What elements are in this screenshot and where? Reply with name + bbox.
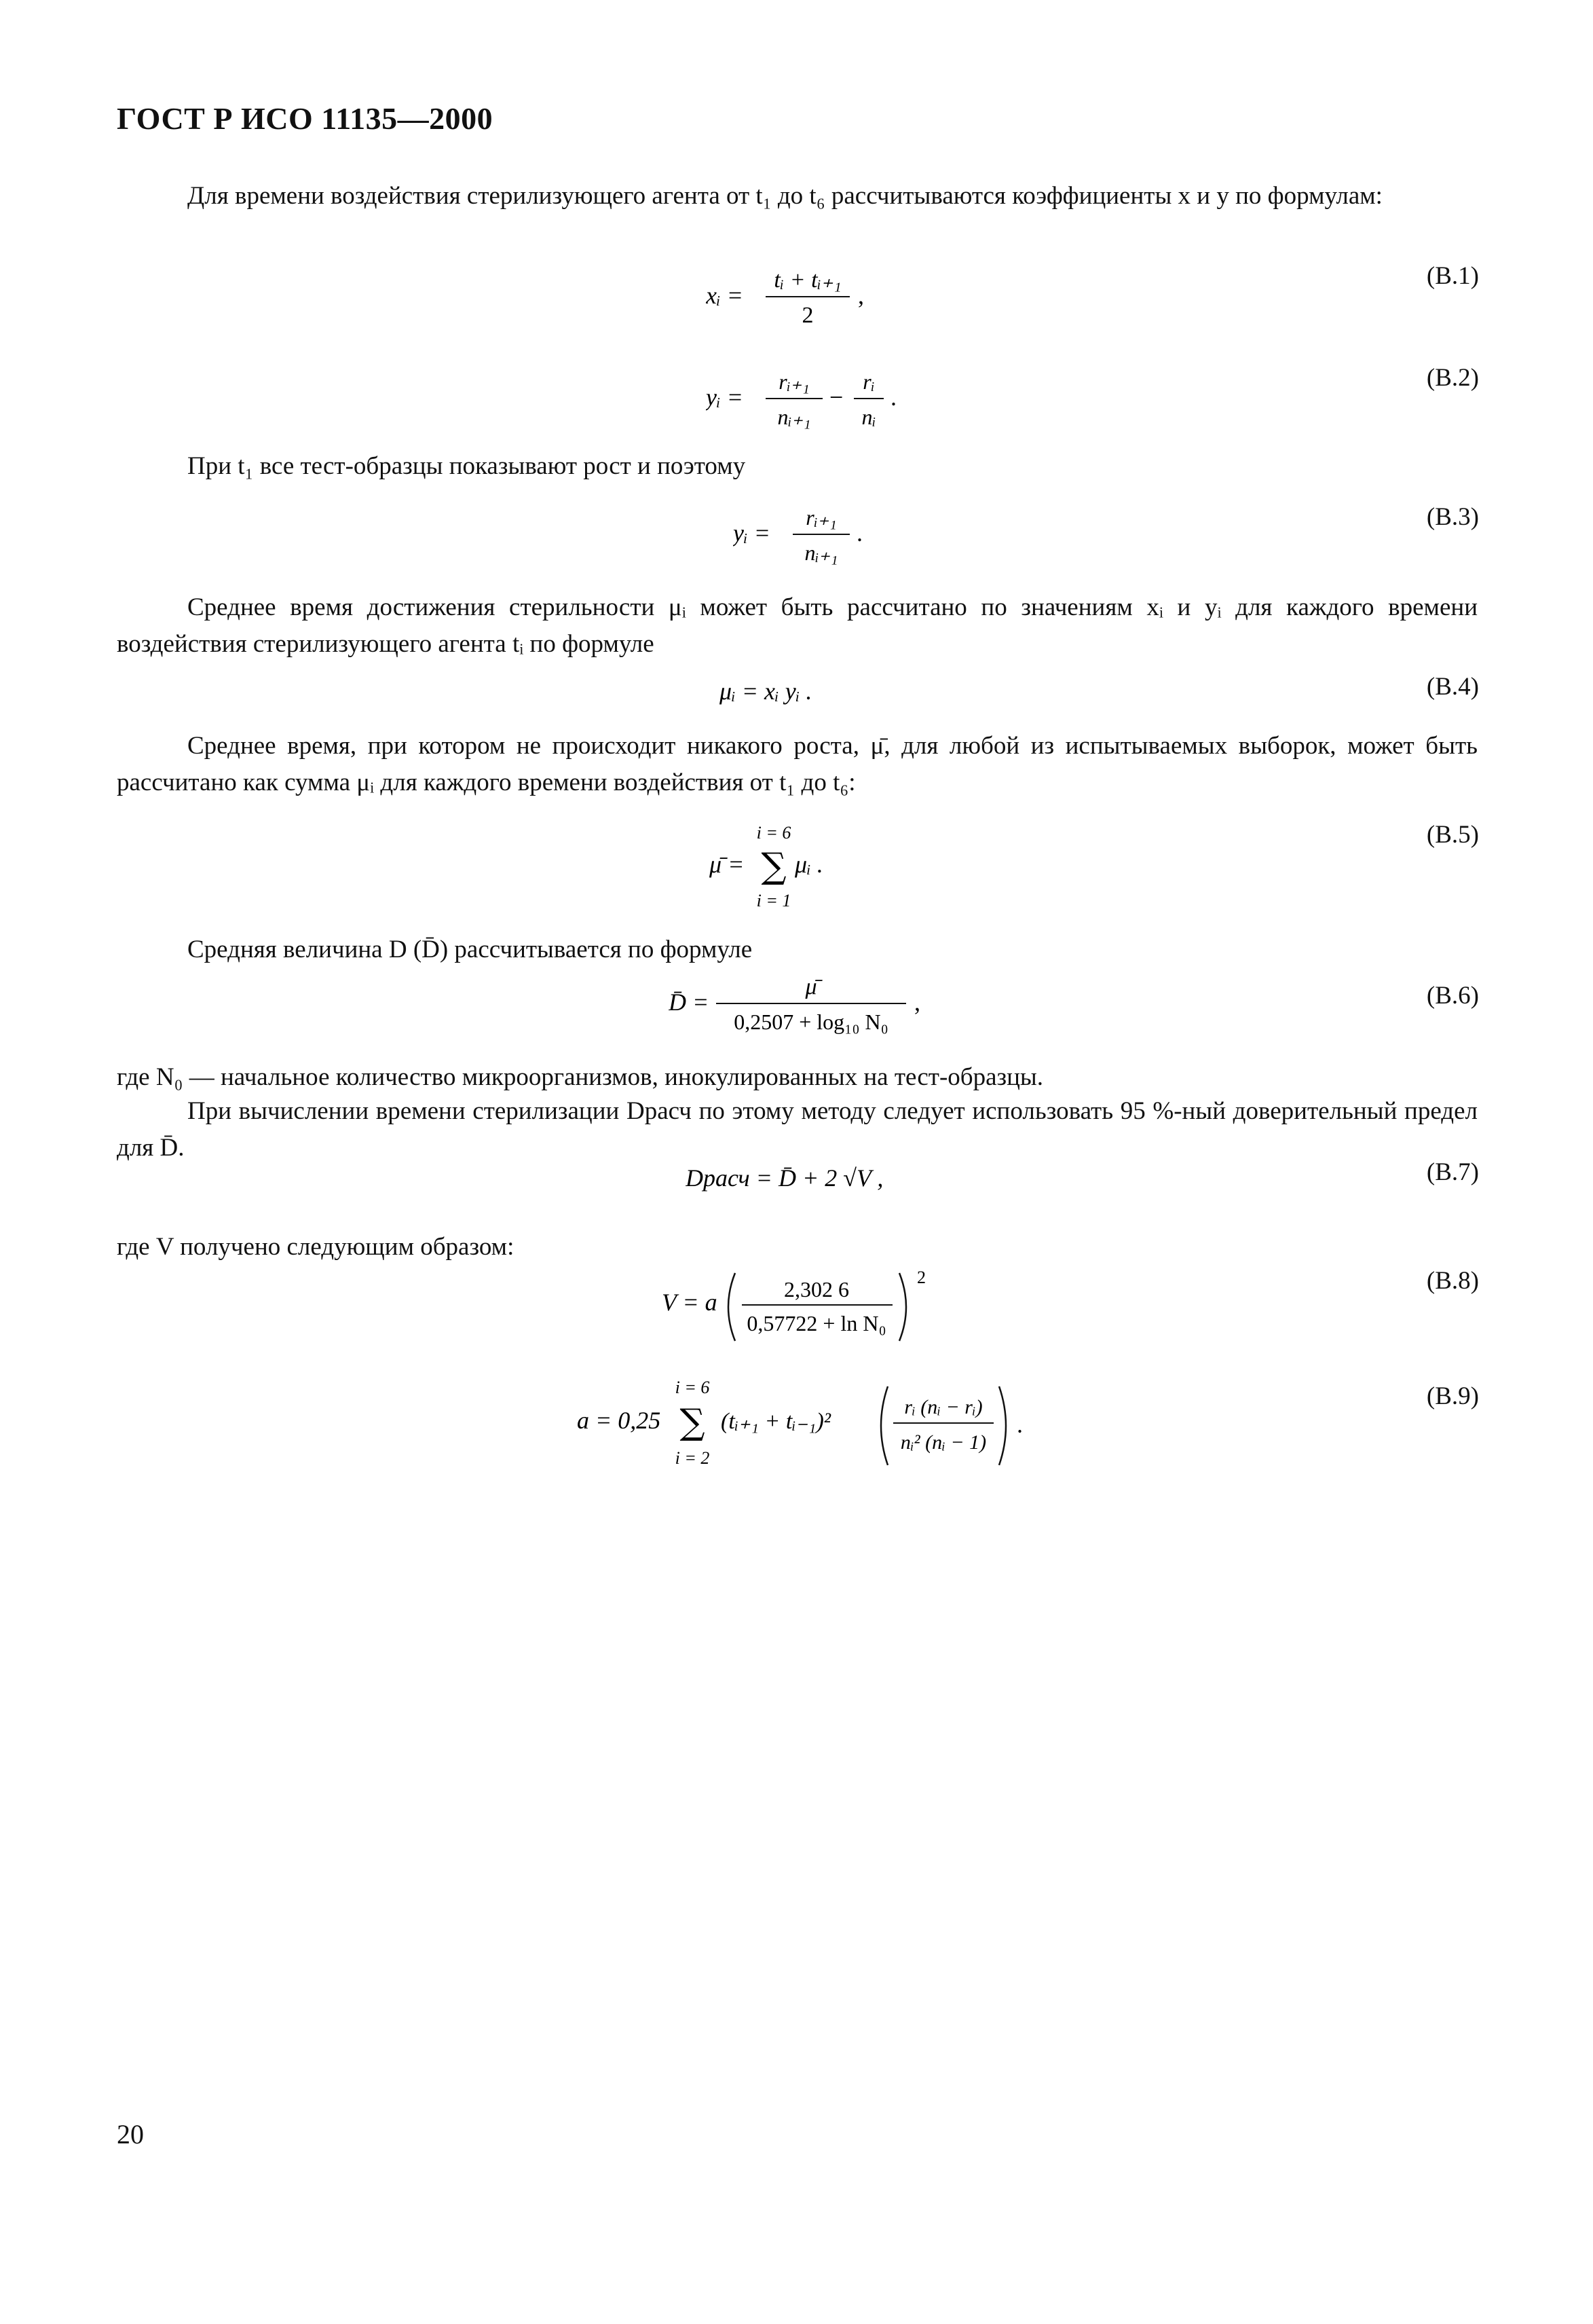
paragraph-t1-growth: При t₁ все тест-образцы показывают рост и поэтому xyxy=(187,452,746,480)
page-number: 20 xyxy=(117,2119,144,2150)
f2-tail: . xyxy=(891,384,897,411)
f1-numerator: tᵢ + tᵢ₊₁ xyxy=(774,268,842,293)
f5-sum-sign: ∑ xyxy=(761,846,787,887)
f9-lower-limit: i = 2 xyxy=(675,1448,710,1468)
paragraph-no-growth: Среднее время, при котором не происходит никакого роста, μ̄, для любой из испытываемых выборок, может быть рассчитано как сумма μᵢ для каждого времени воздействия от t₁ до t₆: xyxy=(117,732,1478,796)
f6-numerator: μ̄ xyxy=(805,974,817,999)
f8-exponent: 2 xyxy=(917,1268,926,1287)
formula-b2 xyxy=(706,363,910,438)
f1-tail: , xyxy=(858,282,864,309)
f5-lower-limit: i = 1 xyxy=(756,891,791,910)
f9-numerator: rᵢ (nᵢ − rᵢ) xyxy=(904,1396,983,1418)
formula-b9 xyxy=(577,1371,1038,1473)
eq-number-b5: (B.5) xyxy=(1426,821,1479,849)
f4-expression: μᵢ = xᵢ yᵢ . xyxy=(719,678,812,705)
f9-upper-limit: i = 6 xyxy=(675,1378,710,1397)
formula-b5 xyxy=(709,818,886,913)
f3-denominator: nᵢ₊₁ xyxy=(804,540,838,565)
eq-number-b6: (B.6) xyxy=(1426,982,1479,1010)
f9-left-paren xyxy=(881,1386,888,1465)
f6-tail: , xyxy=(914,989,920,1016)
f9-tail: . xyxy=(1017,1411,1023,1438)
f5-tail: μᵢ . xyxy=(795,851,823,878)
eq-number-b3: (B.3) xyxy=(1426,503,1479,531)
eq-number-b7: (B.7) xyxy=(1426,1158,1479,1186)
paragraph-mean-time: Среднее время достижения стерильности μᵢ может быть рассчитано по значениям xᵢ и yᵢ для каждого времени воздействия стерилизующего агента tᵢ по формуле xyxy=(117,593,1478,658)
paragraph-n0-definition: где N₀ — начальное количество микроорганизмов, инокулированных на тест-образцы. xyxy=(117,1063,1044,1091)
eq-number-b4: (B.4) xyxy=(1426,673,1479,701)
f2-operator: − xyxy=(829,384,844,411)
f8-lhs: V = a xyxy=(662,1289,717,1316)
paragraph-sterilization-time: При вычислении времени стерилизации Dрасч по этому методу следует использовать 95 %-ный доверительный предел для D̄. xyxy=(117,1097,1478,1162)
formula-b4 xyxy=(719,672,896,713)
f9-middle-term: (tᵢ₊₁ + tᵢ₋₁)² xyxy=(721,1409,831,1434)
f8-left-paren xyxy=(728,1273,735,1341)
f2-denominator-2: nᵢ xyxy=(861,405,876,429)
formula-b1 xyxy=(706,261,910,336)
f2-lhs: yᵢ = xyxy=(706,384,743,411)
eq-number-b1: (B.1) xyxy=(1426,262,1479,290)
f6-denominator: 0,2507 + log₁₀ N₀ xyxy=(734,1010,888,1034)
document-header: ГОСТ Р ИСО 11135—2000 xyxy=(117,101,493,136)
f3-tail: . xyxy=(857,519,863,547)
f8-denominator: 0,57722 + ln N₀ xyxy=(747,1311,886,1335)
f1-denominator: 2 xyxy=(802,303,814,328)
formula-b7 xyxy=(686,1158,957,1198)
f9-right-paren xyxy=(999,1386,1006,1465)
formula-b3 xyxy=(733,499,896,574)
f8-numerator: 2,302 6 xyxy=(784,1277,849,1302)
eq-number-b8: (B.8) xyxy=(1426,1267,1479,1295)
f1-lhs: xᵢ = xyxy=(706,282,743,309)
eq-number-b9: (B.9) xyxy=(1426,1382,1479,1410)
f2-numerator-1: rᵢ₊₁ xyxy=(779,369,810,394)
f9-sum-sign: ∑ xyxy=(679,1402,705,1443)
eq-number-b2: (B.2) xyxy=(1426,364,1479,392)
paragraph-mean-d: Средняя величина D (D̄) рассчитывается по формуле xyxy=(187,936,753,963)
f9-denominator: nᵢ² (nᵢ − 1) xyxy=(900,1431,987,1454)
paragraph-intro: Для времени воздействия стерилизующего агента от t₁ до t₆ рассчитываются коэффициенты x и y по формулам: xyxy=(187,182,1383,210)
f9-lhs: a = 0,25 xyxy=(577,1407,661,1434)
f6-lhs: D̄ = xyxy=(669,989,709,1016)
f2-denominator-1: nᵢ₊₁ xyxy=(777,405,811,429)
f5-lhs: μ̄ = xyxy=(709,851,745,878)
f5-upper-limit: i = 6 xyxy=(756,823,791,843)
formula-b8 xyxy=(662,1263,947,1351)
f3-numerator: rᵢ₊₁ xyxy=(806,505,837,530)
f3-lhs: yᵢ = xyxy=(733,519,770,547)
f7-expression: Dрасч = D̄ + 2 √V , xyxy=(686,1164,884,1192)
f2-numerator-2: rᵢ xyxy=(863,369,875,394)
f8-right-paren xyxy=(899,1273,906,1341)
formula-b6 xyxy=(669,970,940,1044)
paragraph-v-definition: где V получено следующим образом: xyxy=(117,1233,514,1261)
